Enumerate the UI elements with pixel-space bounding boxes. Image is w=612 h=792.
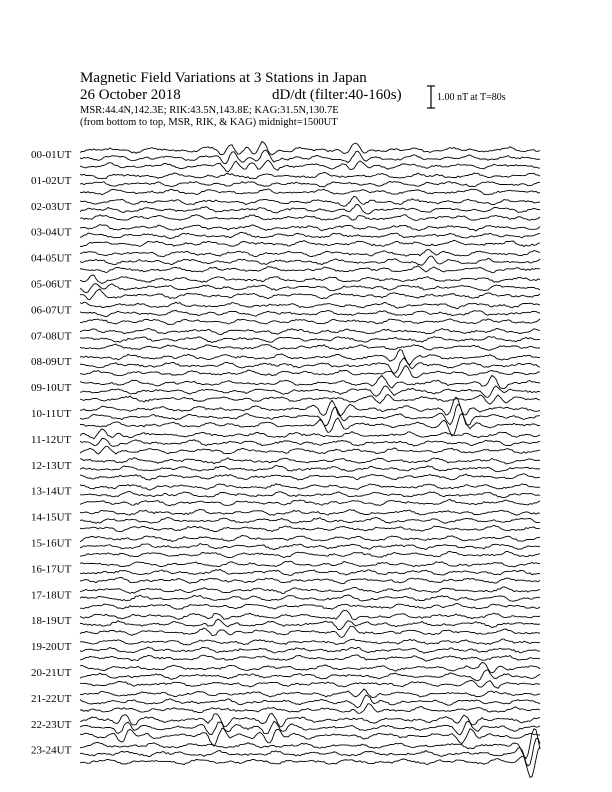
trace-rik <box>80 404 540 426</box>
row-label: 04-05UT <box>31 252 72 265</box>
trace-rik <box>80 492 540 498</box>
row-label: 02-03UT <box>31 200 72 213</box>
row-label: 16-17UT <box>31 563 72 576</box>
trace-rik <box>80 256 540 265</box>
row-label: 12-13UT <box>31 459 72 472</box>
trace-kag <box>80 509 540 515</box>
row-label: 05-06UT <box>31 278 72 291</box>
row-label: 20-21UT <box>31 667 72 679</box>
row-label: 13-14UT <box>31 485 72 498</box>
trace-rik <box>80 518 540 524</box>
trace-msr <box>80 655 540 661</box>
chart-component: dD/dt (filter:40-160s) <box>272 87 402 103</box>
trace-rik <box>80 150 540 164</box>
trace-kag <box>80 329 540 335</box>
chart-date: 26 October 2018 <box>80 87 181 103</box>
trace-msr <box>80 344 540 350</box>
trace-kag <box>80 610 540 620</box>
trace-msr <box>80 446 540 454</box>
row-label: 11-12UT <box>31 433 71 446</box>
trace-msr <box>80 395 540 405</box>
scale-label: 1.00 nT at T=80s <box>437 92 506 103</box>
trace-kag <box>80 458 540 464</box>
row-label: 00-01UT <box>31 149 72 161</box>
trace-kag <box>80 173 540 179</box>
trace-rik <box>80 695 540 707</box>
row-label: 17-18UT <box>31 589 72 602</box>
trace-kag <box>80 663 540 673</box>
row-label: 23-24UT <box>31 744 72 757</box>
trace-msr <box>80 499 540 506</box>
trace-rik <box>80 310 540 316</box>
trace-msr <box>80 525 540 531</box>
row-label: 06-07UT <box>31 304 72 317</box>
trace-msr <box>80 266 540 273</box>
row-label: 19-20UT <box>31 641 72 654</box>
trace-rik <box>80 647 540 653</box>
station-coordinates: MSR:44.4N,142.3E; RIK:43.5N,143.8E; KAG:31.5N,130.7E <box>80 105 339 116</box>
trace-msr <box>80 289 540 299</box>
trace-kag <box>80 225 540 231</box>
row-label: 22-23UT <box>31 718 72 731</box>
trace-rik <box>80 595 540 601</box>
trace-msr <box>80 681 540 689</box>
trace-kag <box>80 561 540 567</box>
trace-kag <box>80 587 540 594</box>
trace-rik <box>80 232 540 238</box>
station-order-note: (from bottom to top, MSR, RIK, & KAG) midnight=1500UT <box>80 117 338 128</box>
trace-group <box>80 142 540 778</box>
trace-kag <box>80 429 540 439</box>
row-label: 14-15UT <box>31 511 72 524</box>
trace-rik <box>80 569 540 575</box>
trace-rik <box>80 181 540 187</box>
trace-kag <box>80 142 540 155</box>
trace-kag <box>80 275 540 283</box>
trace-kag <box>80 196 540 206</box>
row-labels <box>31 149 72 757</box>
trace-rik <box>80 358 540 374</box>
row-label: 07-08UT <box>31 330 72 343</box>
trace-kag <box>80 250 540 257</box>
row-label: 01-02UT <box>31 174 72 187</box>
trace-msr <box>80 319 540 325</box>
trace-msr <box>80 215 540 221</box>
trace-msr <box>80 366 540 378</box>
row-label: 10-11UT <box>31 408 71 420</box>
trace-msr <box>80 747 540 778</box>
trace-kag <box>80 375 540 388</box>
trace-msr <box>80 577 540 583</box>
trace-rik <box>80 386 540 397</box>
row-label: 21-22UT <box>31 692 72 705</box>
trace-msr <box>80 240 540 246</box>
trace-rik <box>80 205 540 215</box>
row-label: 18-19UT <box>31 615 72 628</box>
trace-rik <box>80 337 540 343</box>
trace-kag <box>80 349 540 364</box>
trace-msr <box>80 474 540 480</box>
trace-kag <box>80 689 540 698</box>
trace-rik <box>80 284 540 293</box>
chart-title: Magnetic Field Variations at 3 Stations in Japan <box>80 70 367 86</box>
trace-msr <box>80 604 540 610</box>
row-label: 15-16UT <box>31 537 72 550</box>
trace-rik <box>80 438 540 446</box>
trace-rik <box>80 466 540 472</box>
trace-rik <box>80 619 540 630</box>
trace-msr <box>80 414 540 436</box>
trace-msr <box>80 189 540 195</box>
trace-msr <box>80 551 540 557</box>
trace-kag <box>80 302 540 308</box>
trace-msr <box>80 704 540 714</box>
trace-rik <box>80 544 540 550</box>
trace-msr <box>80 626 540 637</box>
trace-msr <box>80 160 540 172</box>
row-label: 08-09UT <box>31 356 72 369</box>
trace-kag <box>80 535 540 541</box>
trace-kag <box>80 484 540 490</box>
trace-rik <box>80 670 540 681</box>
trace-kag <box>80 639 540 645</box>
row-label: 09-10UT <box>31 382 72 395</box>
row-label: 03-04UT <box>31 226 72 239</box>
